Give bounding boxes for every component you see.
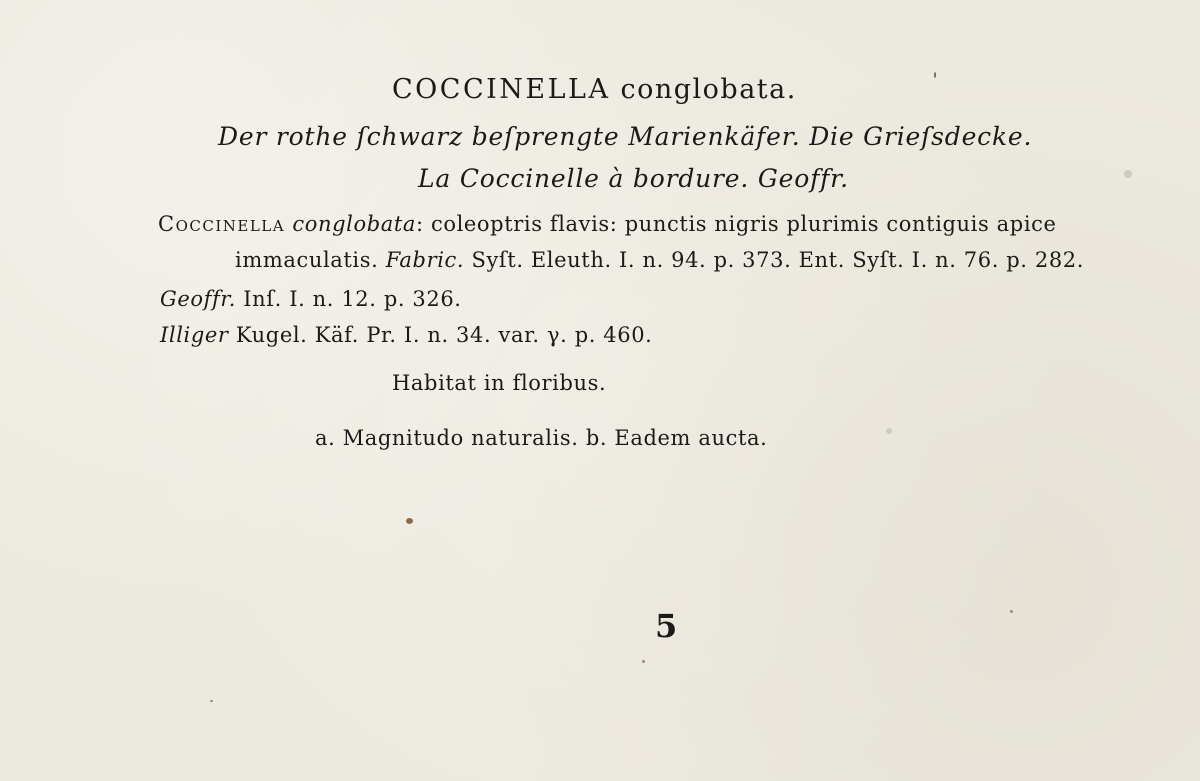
paper-speck bbox=[886, 428, 892, 434]
reference-author: Fabric. bbox=[385, 248, 465, 272]
paper-speck bbox=[642, 660, 645, 663]
paper-speck bbox=[1010, 610, 1013, 613]
reference-line-3 bbox=[160, 289, 462, 310]
paper-speck bbox=[210, 700, 213, 702]
reference-line-4 bbox=[160, 325, 652, 346]
figure-caption: a. Magnitudo naturalis. b. Eadem aucta. bbox=[315, 426, 768, 450]
reference-citation: Inſ. I. n. 12. p. 326. bbox=[243, 287, 462, 311]
paper-speck bbox=[1124, 170, 1132, 178]
reference-author: Illiger bbox=[160, 323, 229, 347]
reference-author: Geoffr. bbox=[160, 287, 236, 311]
reference-species: conglobata bbox=[292, 212, 417, 236]
french-common-name: La Coccinelle à bordure. Geoffr. bbox=[418, 164, 849, 193]
reference-citation: Syſt. Eleuth. I. n. 94. p. 373. Ent. Syſt. I. n. 76. p. 282. bbox=[471, 248, 1085, 272]
reference-line-2 bbox=[235, 250, 1084, 271]
heading-species: conglobata. bbox=[620, 74, 797, 105]
reference-line-1 bbox=[158, 214, 1057, 235]
heading-genus: COCCINELLA bbox=[392, 74, 611, 105]
german-common-name: Der rothe ſchwarz beſprengte Marienkäfer. Die Grieſsdecke. bbox=[218, 122, 1033, 151]
paper-speck bbox=[934, 72, 936, 78]
page-number: 5 bbox=[655, 607, 678, 645]
paper-speck bbox=[406, 518, 413, 524]
reference-description: : coleoptris flavis: punctis nigris plurimis contiguis apice bbox=[416, 212, 1057, 236]
species-heading bbox=[392, 76, 797, 103]
reference-citation: Kugel. Käf. Pr. I. n. 34. var. γ. p. 460. bbox=[235, 323, 653, 347]
reference-genus: Coccinella bbox=[158, 212, 286, 236]
reference-continuation: immaculatis. bbox=[235, 248, 379, 272]
habitat-text: Habitat in floribus. bbox=[392, 371, 607, 395]
